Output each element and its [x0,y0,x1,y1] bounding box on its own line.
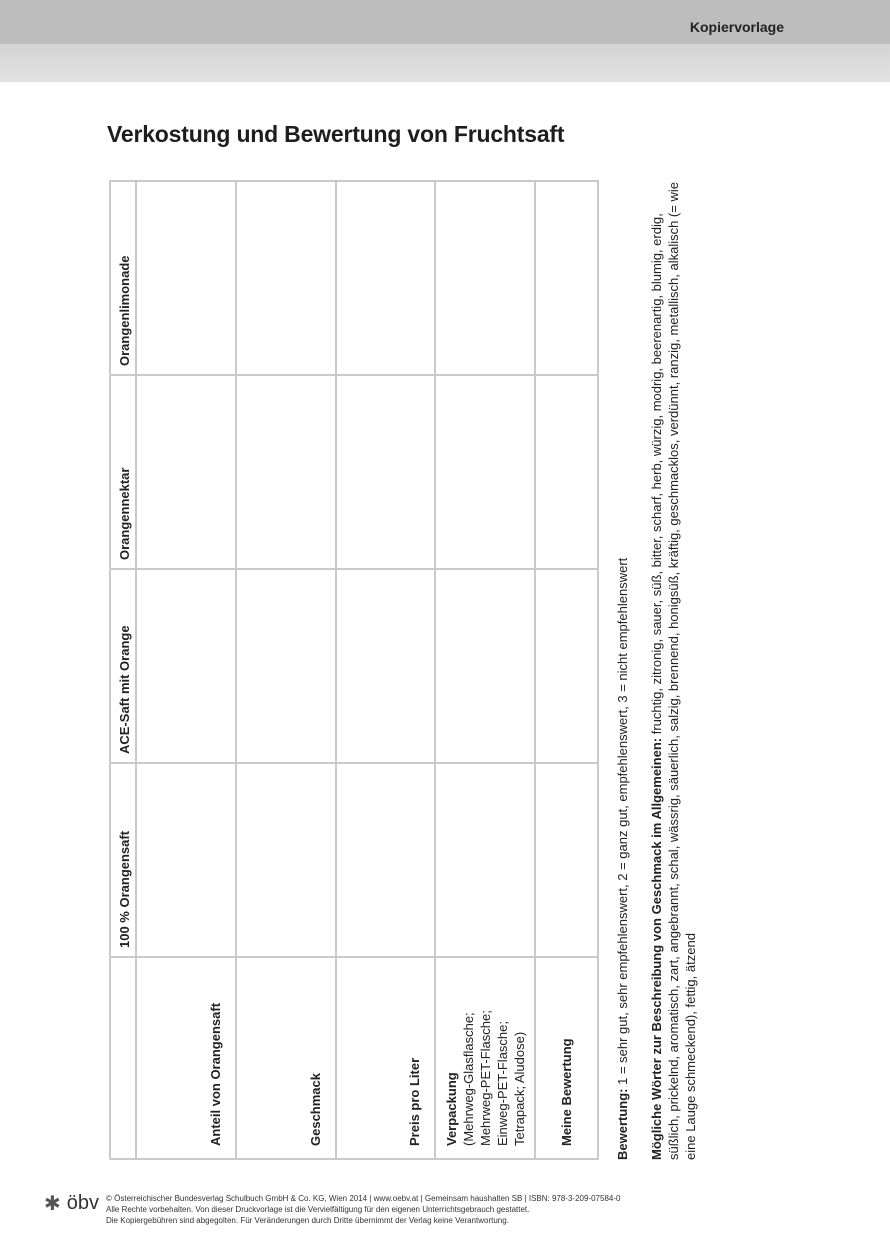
table-row [136,181,236,1159]
input-cell[interactable] [136,375,236,569]
star-icon: ✱ [44,1192,61,1215]
rating-text: 1 = sehr gut, sehr empfehlenswert, 2 = ganz gut, empfehlenswert, 3 = nicht empfehlenswert [615,557,630,1089]
column-header: Orangennektar [110,375,136,569]
input-cell[interactable] [236,181,336,375]
row-label-bewertung: Meine Bewertung [535,957,598,1159]
input-cell[interactable] [236,763,336,957]
brand-name: öbv [66,1192,100,1214]
column-header: ACE-Saft mit Orange [110,569,136,763]
input-cell[interactable] [435,569,535,763]
column-header: 100 % Orangensaft [110,763,136,957]
verpackung-option: (Mehrweg-Glasflasche; [460,1012,476,1146]
input-cell[interactable] [136,181,236,375]
taste-words-text: fruchtig, zitronig, sauer, süß, bitter, scharf, herb, würzig, modrig, beerenartig, blumig, erdig, süßlich, prickelnd, aromatisch, zart, angebrannt, schal, wässrig, säuerlich, salzig, brennend, honigsüß, kräftig, geschmacklos, verdünnt, ranzig, metallisch, alkalisch (= wie eine Lauge schmeckend), fettig, ätzend [649,182,698,1160]
row-label-preis: Preis pro Liter [336,957,436,1159]
input-cell[interactable] [336,375,436,569]
tasting-table [109,180,599,1160]
table-row [236,181,336,1159]
row-label-verpackung [435,957,535,1159]
table-corner-cell [110,957,136,1159]
input-cell[interactable] [236,375,336,569]
verpackung-option: Tetrapack; Aludose) [511,1031,527,1146]
table-row [336,181,436,1159]
rights-line: Alle Rechte vorbehalten. Von dieser Druckvorlage ist die Vervielfältigung für den eigenen Unterrichtsgebrauch gestattet. [106,1205,530,1214]
tasting-table-wrapper [109,180,599,1160]
copyright-footer [106,1193,726,1226]
header-band [0,0,890,82]
fees-line: Die Kopiergebühren sind abgegolten. Für Veränderungen durch Dritte übernimmt der Verlag keine Verantwortung. [106,1216,509,1225]
input-cell[interactable] [535,375,598,569]
row-label-anteil: Anteil von Orangensaft [136,957,236,1159]
input-cell[interactable] [535,569,598,763]
header-label: Kopiervorlage [689,19,784,35]
table-header-row [110,181,136,1159]
input-cell[interactable] [136,763,236,957]
verpackung-option: Einweg-PET-Flasche; [494,1021,510,1146]
verpackung-option: Mehrweg-PET-Flasche; [477,1010,493,1146]
input-cell[interactable] [336,569,436,763]
column-header: Orangenlimonade [110,181,136,375]
table-row [535,181,598,1159]
input-cell[interactable] [236,569,336,763]
rating-note [614,170,631,1160]
taste-words-label: Mögliche Wörter zur Beschreibung von Geschmack im Allgemeinen: [649,737,664,1160]
publisher-logo [44,1192,99,1215]
notes-block [614,170,714,1160]
input-cell[interactable] [435,763,535,957]
row-label-geschmack: Geschmack [236,957,336,1159]
input-cell[interactable] [535,181,598,375]
copyright-line: © Österreichischer Bundesverlag Schulbuch GmbH & Co. KG, Wien 2014 | www.oebv.at | Gemeinsam haushalten SB | ISBN: 978-3-209-07584-0 [106,1194,621,1203]
verpackung-title: Verpackung [443,1072,459,1146]
input-cell[interactable] [336,763,436,957]
input-cell[interactable] [435,181,535,375]
input-cell[interactable] [336,181,436,375]
taste-words-note [648,170,699,1160]
input-cell[interactable] [136,569,236,763]
input-cell[interactable] [535,763,598,957]
table-row [435,181,535,1159]
page-title: Verkostung und Bewertung von Fruchtsaft [107,121,565,147]
input-cell[interactable] [435,375,535,569]
rating-label: Bewertung: [615,1088,630,1160]
